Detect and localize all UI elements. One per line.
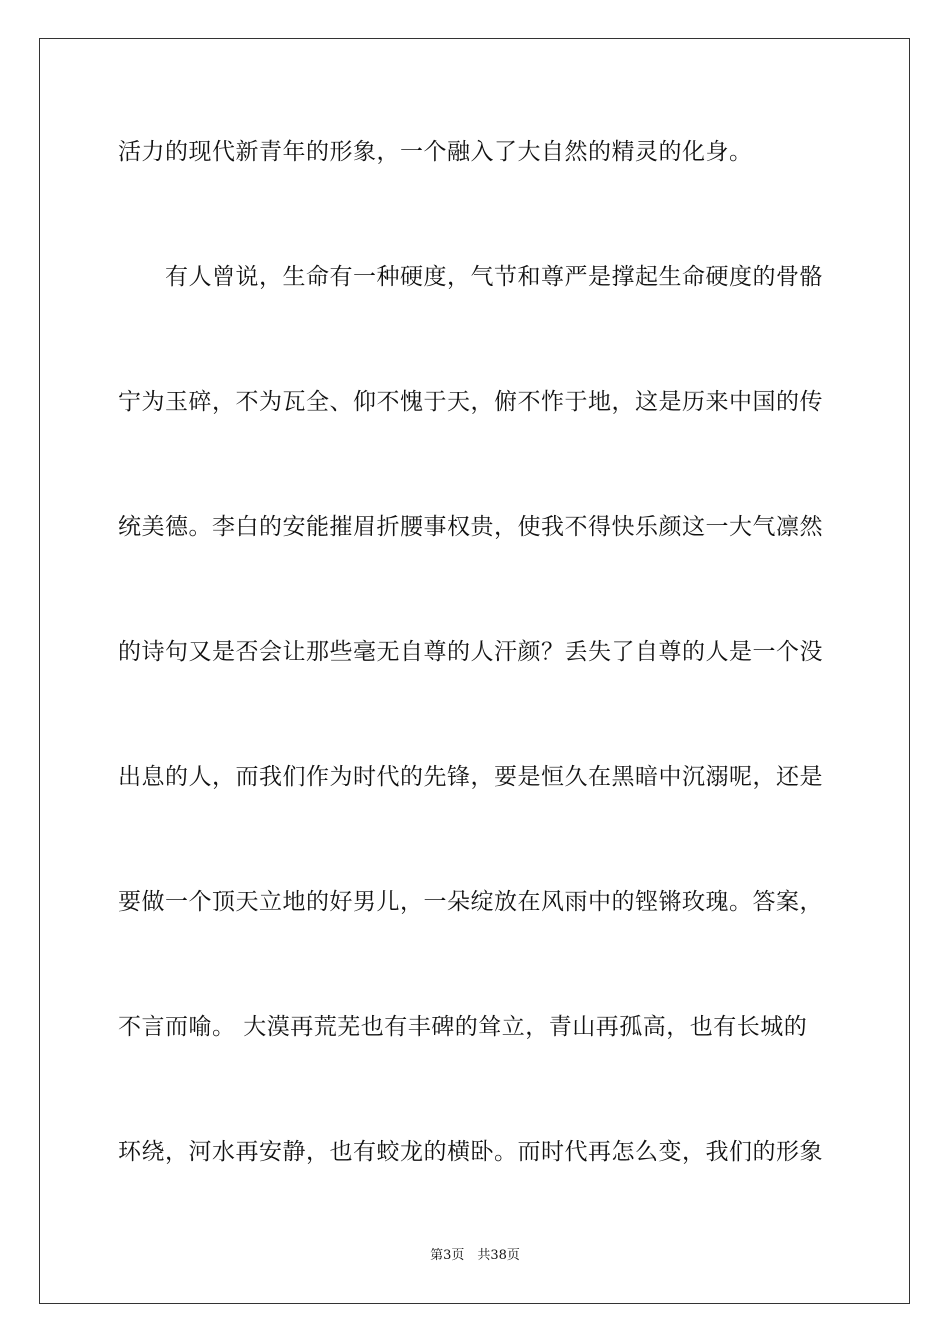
body-text-line: 环绕，河水再安静，也有蛟龙的横卧。而时代再怎么变，我们的形象 xyxy=(118,1139,823,1165)
page-footer xyxy=(0,1248,950,1264)
body-text-line: 要做一个顶天立地的好男儿，一朵绽放在风雨中的铿锵玫瑰。答案， xyxy=(118,889,823,915)
body-text-line: 统美德。李白的安能摧眉折腰事权贵，使我不得快乐颜这一大气凛然 xyxy=(118,514,823,540)
page-border xyxy=(39,38,910,1304)
body-text-line: 的诗句又是否会让那些毫无自尊的人汗颜？丢失了自尊的人是一个没 xyxy=(118,639,823,665)
body-text-line: 出息的人，而我们作为时代的先锋，要是恒久在黑暗中沉溺呢，还是 xyxy=(118,764,823,790)
body-text-line: 有人曾说，生命有一种硬度，气节和尊严是撑起生命硬度的骨骼 xyxy=(118,264,823,290)
page-number-label: 第3页 共38页 xyxy=(430,1248,520,1263)
body-text-line: 不言而喻。 大漠再荒芜也有丰碑的耸立，青山再孤高，也有长城的 xyxy=(118,1014,808,1040)
body-text-line: 活力的现代新青年的形象，一个融入了大自然的精灵的化身。 xyxy=(118,139,753,165)
body-text-line: 宁为玉碎，不为瓦全、仰不愧于天，俯不怍于地，这是历来中国的传 xyxy=(118,389,823,415)
